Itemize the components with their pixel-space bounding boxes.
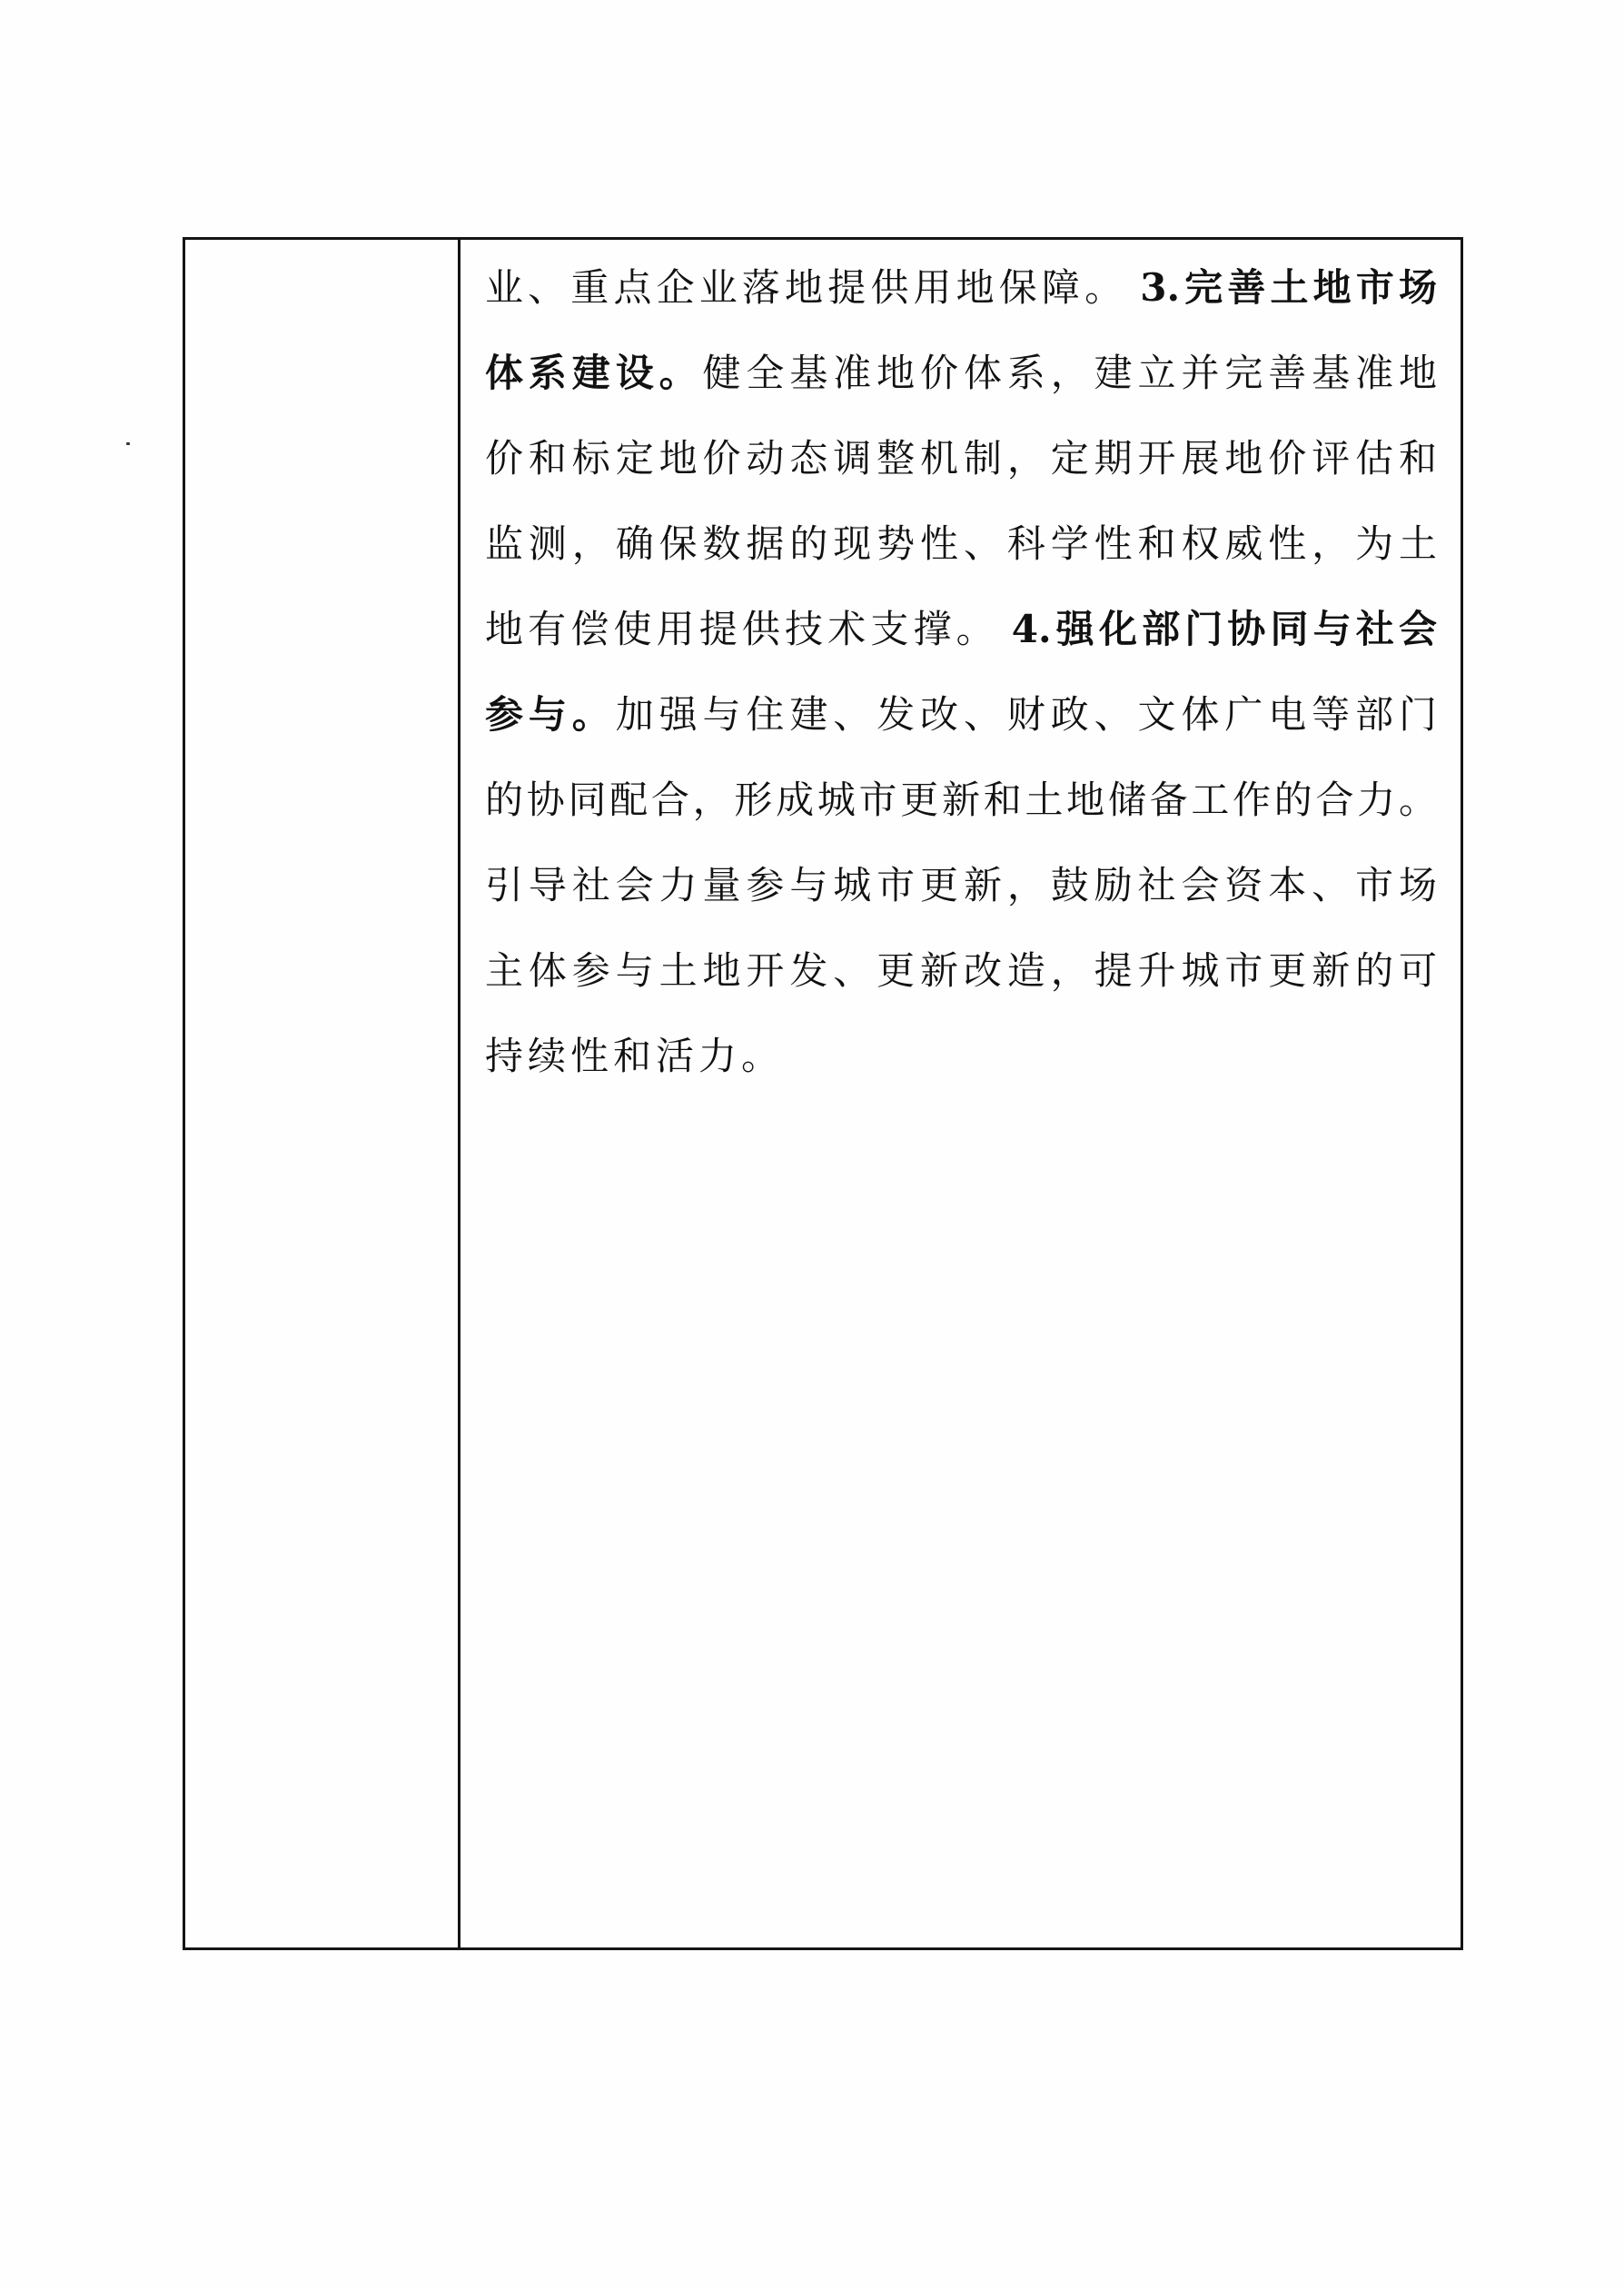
text-line-3: [485, 416, 1437, 501]
table-cell-left: [185, 240, 460, 1947]
text-line-6: [485, 672, 1437, 758]
text-run: 主体参与土地开发、更新改造，提升城市更新的可: [485, 948, 1437, 993]
text-run: 业、重点企业落地提供用地保障。: [485, 265, 1128, 310]
text-line-7: [485, 758, 1437, 843]
text-line-10: [485, 1014, 1437, 1099]
bold-heading-run: 体系建设。: [485, 351, 703, 395]
text-run: 价和标定地价动态调整机制，定期开展地价评估和: [485, 436, 1437, 481]
text-line-4: [485, 501, 1437, 587]
text-run: 加强与住建、发改、财政、文体广电等部门: [615, 692, 1437, 737]
text-line-2: [485, 331, 1437, 416]
text-run: 健全基准地价体系，建立并完善基准地: [702, 351, 1437, 395]
text-run: 引导社会力量参与城市更新，鼓励社会资本、市场: [485, 863, 1437, 907]
text-run: 地有偿使用提供技术支撑。: [485, 607, 999, 651]
text-run: 持续性和活力。: [485, 1034, 785, 1078]
document-table: [183, 237, 1463, 1950]
text-line-8: [485, 843, 1437, 928]
text-line-5: [485, 587, 1437, 672]
bold-heading-run: 4.强化部门协同与社会: [1011, 607, 1437, 651]
bold-heading-run: 3.完善土地市场: [1140, 265, 1437, 310]
text-run: 的协同配合，形成城市更新和土地储备工作的合力。: [485, 778, 1437, 822]
text-run: 监测，确保数据的现势性、科学性和权威性，为土: [485, 521, 1437, 566]
table-cell-right: [463, 240, 1461, 1947]
text-line-9: [485, 928, 1437, 1014]
bold-heading-run: 参与。: [485, 692, 616, 737]
scan-speck: [126, 442, 130, 445]
text-line-1: [485, 245, 1437, 331]
